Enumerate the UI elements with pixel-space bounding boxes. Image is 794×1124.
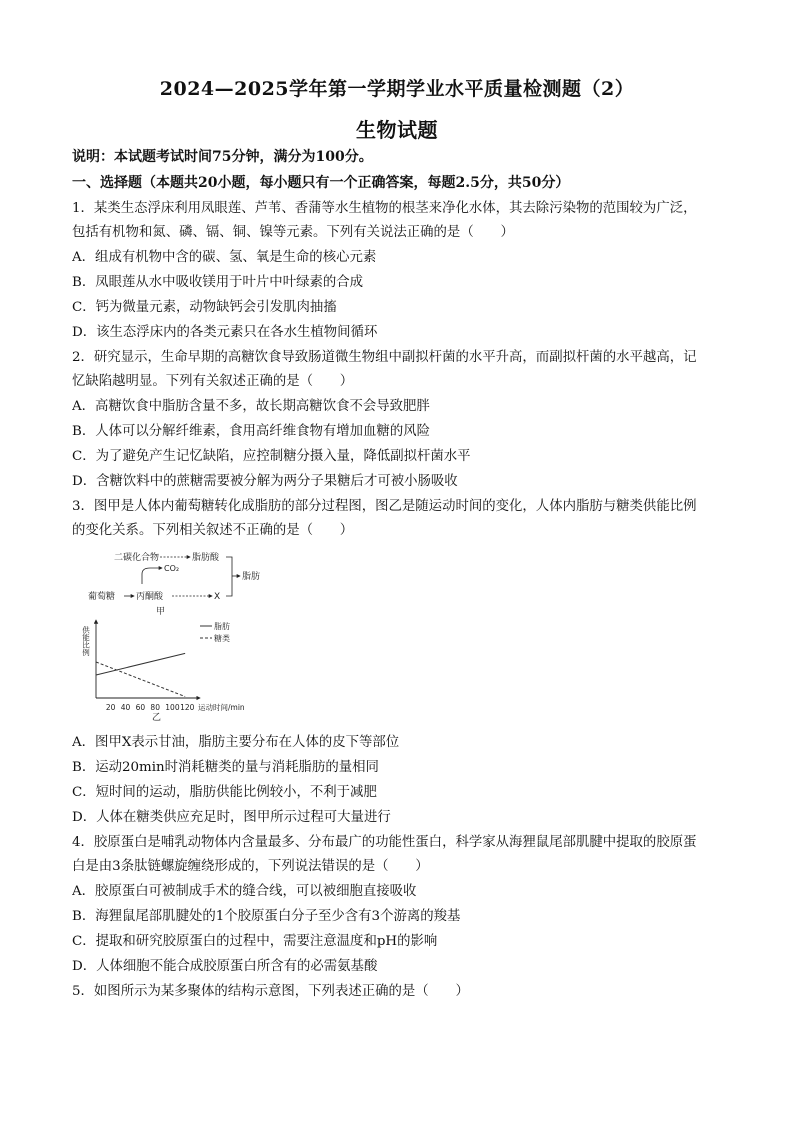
x-tick-label: 60 (135, 703, 146, 712)
exam-subject: 生物试题 (356, 118, 438, 142)
q1-option-b: B．凤眼莲从水中吸收镁用于叶片中叶绿素的合成 (72, 275, 364, 290)
q1-option-c: C．钙为微量元素，动物缺钙会引发肌肉抽搐 (72, 300, 337, 315)
q2-option-c: C．为了避免产生记忆缺陷，应控制糖分摄入量，降低副拟杆菌水平 (72, 449, 471, 464)
q4-stem-line2: 白是由3条肽链螺旋缠绕形成的，下列说法错误的是（ ） (72, 859, 429, 874)
q4-option-b: B．海狸鼠尾部肌腱处的1个胶原蛋白分子至少含有3个游离的羧基 (72, 909, 461, 924)
node-c2-compound: 二碳化合物 (114, 553, 160, 563)
q1-option-d: D．该生态浮床内的各类元素只在各水生植物间循环 (72, 325, 378, 340)
q1-stem-line2: 包括有机物和氮、磷、镉、铜、镍等元素。下列有关说法正确的是（ ） (72, 225, 514, 240)
y-axis-label: 供能比例 (82, 626, 91, 656)
q2-option-b: B．人体可以分解纤维素，食用高纤维食物有增加血糖的风险 (72, 424, 430, 439)
q2-stem-line1: 2．研究显示，生命早期的高糖饮食导致肠道微生物组中副拟杆菌的水平升高，而副拟杆菌的水平越高，记 (72, 350, 697, 365)
q3-option-a: A．图甲X表示甘油，脂肪主要分布在人体的皮下等部位 (72, 735, 400, 750)
exam-title: 2024—2025学年第一学期学业水平质量检测题（2） (159, 78, 635, 100)
x-tick-label: 100 (165, 703, 180, 712)
x-tick-label: 80 (150, 703, 160, 712)
energy-ratio-chart (82, 618, 272, 724)
series-line-sugar (96, 662, 185, 697)
exam-note: 说明：本试题考试时间75分钟，满分为100分。 (72, 149, 373, 165)
q4-option-d: D．人体细胞不能合成胶原蛋白所含有的必需氨基酸 (72, 959, 378, 974)
q2-stem-line2: 忆缺陷越明显。下列有关叙述正确的是（ ） (72, 374, 354, 389)
pathway-diagram (86, 548, 276, 620)
x-ticks (106, 703, 195, 712)
series-line-fat (96, 653, 185, 675)
q1-option-a: A．组成有机物中含的碳、氢、氧是生命的核心元素 (72, 250, 377, 265)
node-x: X (214, 592, 221, 602)
node-glucose: 葡萄糖 (88, 592, 116, 602)
legend-label-fat: 脂肪 (214, 622, 230, 631)
q3-stem-line1: 3．图甲是人体内葡萄糖转化成脂肪的部分过程图，图乙是随运动时间的变化，人体内脂肪与糖类供能比例 (72, 499, 697, 514)
node-fat: 脂肪 (242, 572, 261, 582)
merge-bracket (226, 557, 232, 596)
q3-option-d: D．人体在糖类供应充足时，图甲所示过程可大量进行 (72, 810, 391, 825)
x-axis-label: 运动时间/min (198, 703, 245, 712)
arrow-to-co2 (142, 568, 162, 584)
diagram-caption: 甲 (156, 607, 166, 617)
q2-option-d: D．含糖饮料中的蔗糖需要被分解为两分子果糖后才可被小肠吸收 (72, 474, 458, 489)
legend-label-sugar: 糖类 (214, 634, 230, 643)
x-tick-label: 20 (105, 703, 116, 712)
q4-stem-line1: 4．胶原蛋白是哺乳动物体内含量最多、分布最广的功能性蛋白，科学家从海狸鼠尾部肌腱中提取的胶原蛋 (72, 835, 697, 850)
chart-caption: 乙 (152, 713, 162, 723)
x-tick-label: 120 (180, 703, 195, 712)
q4-option-c: C．提取和研究胶原蛋白的过程中，需要注意温度和pH的影响 (72, 934, 438, 949)
node-co2: CO₂ (164, 564, 180, 573)
node-pyruvate: 丙酮酸 (136, 592, 164, 602)
q3-option-c: C．短时间的运动，脂肪供能比例较小，不利于减肥 (72, 785, 377, 800)
section-heading: 一、选择题（本题共20小题，每小题只有一个正确答案，每题2.5分，共50分） (72, 175, 570, 191)
q5-stem-line1: 5．如图所示为某多聚体的结构示意图，下列表述正确的是（ ） (72, 984, 469, 999)
q1-stem-line1: 1．某类生态浮床利用凤眼莲、芦苇、香蒲等水生植物的根茎来净化水体，其去除污染物的范围较为广泛， (72, 201, 697, 216)
q3-stem-line2: 的变化关系。下列相关叙述不正确的是（ ） (72, 523, 354, 538)
node-fatty-acid: 脂肪酸 (192, 553, 220, 563)
x-tick-label: 40 (120, 703, 131, 712)
q4-option-a: A．胶原蛋白可被制成手术的缝合线，可以被细胞直接吸收 (72, 884, 417, 899)
q2-option-a: A．高糖饮食中脂肪含量不多，故长期高糖饮食不会导致肥胖 (72, 399, 430, 414)
q3-option-b: B．运动20min时消耗糖类的量与消耗脂肪的量相同 (72, 760, 379, 775)
